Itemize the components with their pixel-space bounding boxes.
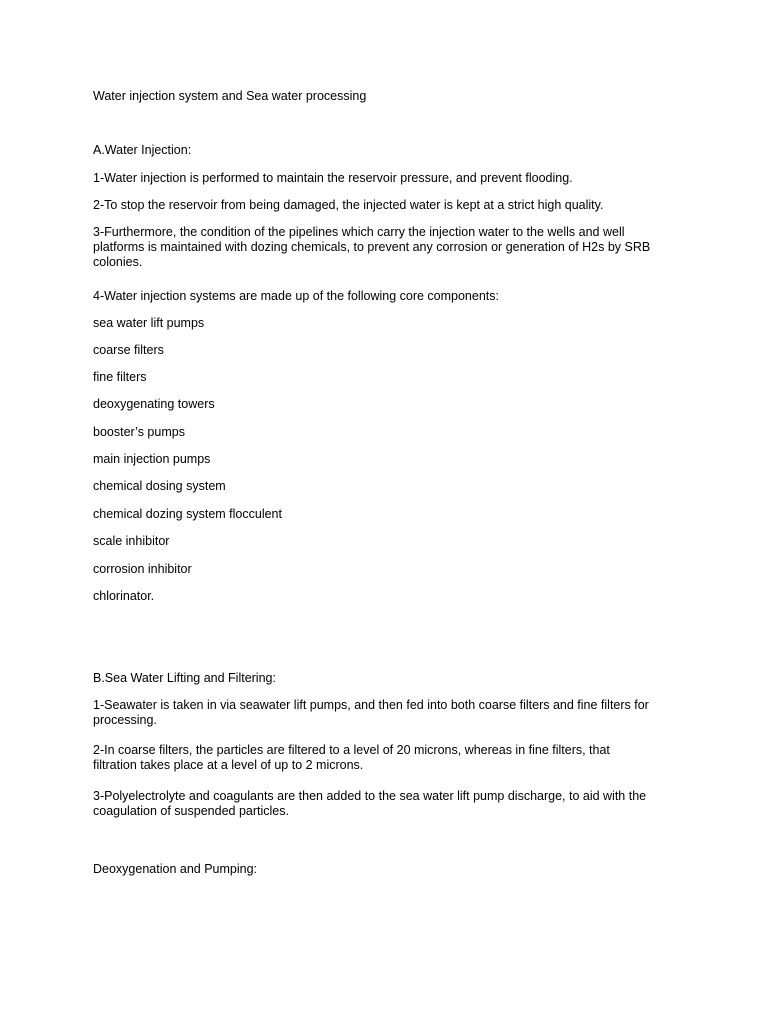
component-list-item: sea water lift pumps: [93, 316, 205, 330]
component-list-item: corrosion inhibitor: [93, 562, 192, 576]
component-list-item: scale inhibitor: [93, 534, 170, 548]
component-list-item: chemical dozing system flocculent: [93, 507, 282, 521]
section-a-paragraph-4: 4-Water injection systems are made up of the following core components:: [93, 289, 499, 303]
section-c-heading: Deoxygenation and Pumping:: [93, 862, 258, 876]
section-b-paragraph-2: 2-In coarse filters, the particles are filtered to a level of 20 microns, whereas in fine filters, that filtration takes place at a level of up to 2 microns.: [93, 743, 610, 772]
component-list-item: main injection pumps: [93, 452, 211, 466]
component-list-item: deoxygenating towers: [93, 397, 215, 411]
section-a-paragraph-1: 1-Water injection is performed to maintain the reservoir pressure, and prevent flooding.: [93, 171, 573, 185]
section-b-heading: B.Sea Water Lifting and Filtering:: [93, 671, 276, 685]
component-list-item: chlorinator.: [93, 589, 155, 603]
component-list-item: chemical dosing system: [93, 479, 226, 493]
section-b-paragraph-3: 3-Polyelectrolyte and coagulants are then added to the sea water lift pump discharge, to aid with the coagulation of suspended particles.: [93, 789, 647, 818]
section-a-paragraph-2: 2-To stop the reservoir from being damaged, the injected water is kept at a strict high quality.: [93, 198, 604, 212]
component-list-item: fine filters: [93, 370, 147, 384]
component-list-item: coarse filters: [93, 343, 164, 357]
section-a-heading: A.Water Injection:: [93, 143, 192, 157]
document-title: Water injection system and Sea water processing: [93, 89, 367, 103]
section-b-paragraph-1: 1-Seawater is taken in via seawater lift pumps, and then fed into both coarse filters and fine filters for processing.: [93, 698, 649, 727]
section-a-paragraph-3: 3-Furthermore, the condition of the pipelines which carry the injection water to the wells and well platforms is maintained with dozing chemicals, to prevent any corrosion or generation of H2s by SRB colonies.: [93, 225, 651, 269]
component-list-item: booster’s pumps: [93, 425, 185, 439]
